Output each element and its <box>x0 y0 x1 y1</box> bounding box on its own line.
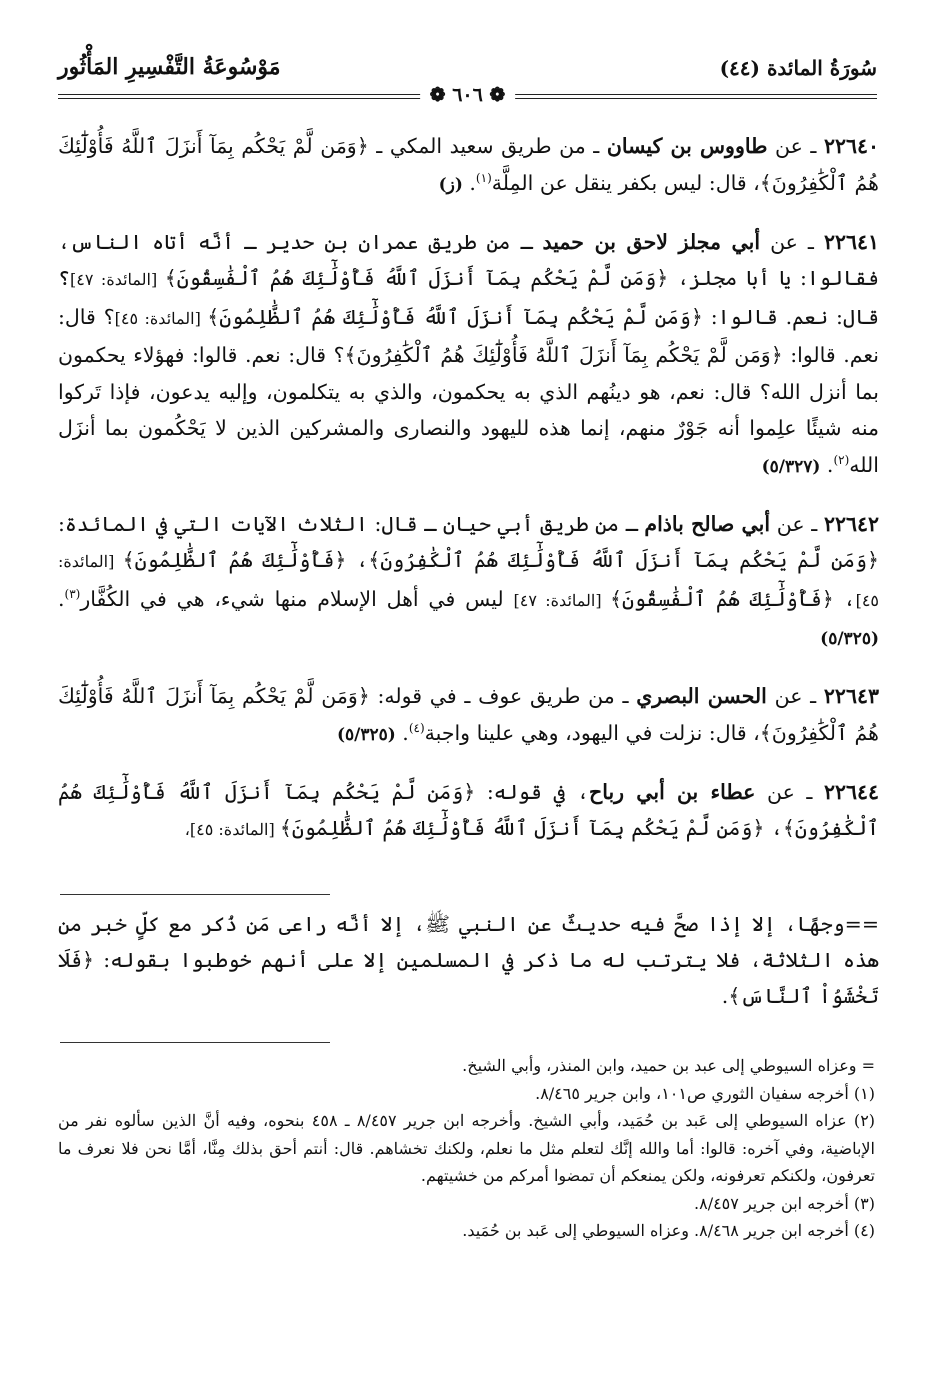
quran-quote: ﴿وَمَن لَّمْ يَحْكُم بِمَآ أَنزَلَ ٱللَّهُ فَأُوْلَٰٓئِكَ هُمُ ٱلْكَٰفِرُونَ﴾ <box>58 779 879 840</box>
narration-text: . <box>58 586 65 611</box>
footnotes <box>58 1052 875 1245</box>
quran-quote: ﴿فَلَا تَخْشَوُاْ ٱلنَّاسَ﴾ <box>58 948 879 1008</box>
quran-quote: ﴿وَمَن لَّمْ يَحْكُم بِمَآ أَنزَلَ ٱللَّهُ فَأُوْلَٰٓئِكَ هُمُ ٱلظَّٰلِمُونَ﴾ <box>207 304 703 329</box>
footnote-ref: (١) <box>475 170 492 185</box>
footnote-separator <box>60 894 330 895</box>
narration-number: ٢٢٦٤٣ <box>823 684 879 708</box>
continued-footnote <box>58 906 879 1014</box>
narration-22644 <box>58 774 879 849</box>
narration-text: ، <box>833 586 856 611</box>
footnote-1: (١) أخرجه سفيان الثوري ص١٠١، وابن جرير ٨/٤٦٥. <box>535 1083 875 1103</box>
narration-text: ـ من طريق عمران بن حدير ـ أنَّه أتاه الناس، فقالوا: يا أبا مجلز، <box>58 229 879 290</box>
narrator-name: الحسن البصري <box>636 684 767 708</box>
footnote-3: (٣) أخرجه ابن جرير ٨/٤٥٧. <box>694 1193 875 1213</box>
narration-number: ٢٢٦٤٤ <box>823 779 879 804</box>
source-ref: (٥/٣٢٥) <box>820 629 879 649</box>
narration-text: ؟ قال: نعم. قالوا: <box>58 266 879 329</box>
narration-text: ـ عن <box>766 684 824 708</box>
ornament-icon: ❁ <box>482 84 506 106</box>
narration-22641 <box>58 224 879 486</box>
narration-text: ، <box>346 548 369 572</box>
narrator-name: أبي صالح باذام <box>644 511 771 536</box>
continuation-text: وجهًا، إلا إذا صحَّ فيه حديثٌ عن النبي ﷺ، إلا أنَّه راعى مَن ذُكر مع كلٍّ خبر من هذه الثلاثة، فلا يترتب له ما ذكر في المسلمين إلا على أنهم خوطبوا بقوله: <box>58 912 879 972</box>
verse-ref: [المائدة: ٤٥]، <box>184 820 280 839</box>
quran-quote: ﴿وَمَن لَّمْ يَحْكُم بِمَآ أَنزَلَ ٱللَّهُ فَأُوْلَٰٓئِكَ هُمُ ٱلْكَٰفِرُونَ﴾ <box>58 684 879 745</box>
narration-text: ، قال: نزلت في اليهود، وهي علينا واجبة <box>424 720 760 745</box>
page-number-value: ٦٠٦ <box>452 84 483 106</box>
footnote-continued: = وعزاه السيوطي إلى عبد بن حميد، وابن المنذر، وأبي الشيخ. <box>462 1056 875 1075</box>
narration-text: ليس في أهل الإسلام منها شيء، هي في الكُفَّار <box>80 586 514 611</box>
quran-quote: ﴿وَمَن لَّمْ يَحْكُم بِمَآ أَنزَلَ ٱللَّهُ فَأُوْلَٰٓئِكَ هُمُ ٱلظَّٰلِمُونَ﴾ <box>279 816 765 840</box>
narration-text: ؟ قال: نعم. قالوا: فهؤلاء يحكمون بما أنزل الله؟ قال: نعم، هو دينُهم الذي به يحكمون، والذي به يتكلمون، وإليه يدعون، فإذا تَركوا منه شيئًا علِموا أنه جَوْرٌ منهم، إنما هذه لليهود والنصارى والمشركين الذين لا يَحْكُمون بما أنزَل الله <box>58 343 879 477</box>
quran-quote: ﴿وَمَن لَّمْ يَحْكُم بِمَآ أَنزَلَ ٱللَّهُ فَأُوْلَٰٓئِكَ هُمُ ٱلْكَٰفِرُونَ﴾ <box>368 548 879 572</box>
verse-ref: [المائدة: ٤٧] <box>70 270 165 289</box>
footnote-4: (٤) أخرجه ابن جرير ٨/٤٦٨. وعزاه السيوطي إلى عَبد بن حُمَيد. <box>462 1221 875 1240</box>
source-ref: (٥/٣٢٧) <box>761 456 821 477</box>
verse-ref: [المائدة: ٤٧] <box>513 590 610 610</box>
narration-number: ٢٢٦٤١ <box>823 229 879 254</box>
footnote-ref: (٢) <box>833 452 850 467</box>
narration-text: ـ من طريق سعيد المكي ـ <box>368 134 607 158</box>
verse-ref: [المائدة: ٤٥] <box>58 552 879 610</box>
page-number <box>420 84 516 106</box>
main-text <box>58 128 879 859</box>
narration-text: ـ من طريق عوف ـ في قوله: <box>369 684 637 708</box>
narration-22642 <box>58 506 879 658</box>
book-title: مَوْسُوعَةُ التَّفْسِيرِ المَأْثُور <box>58 54 281 80</box>
narration-text: ، في قوله: <box>475 779 589 804</box>
narration-text: ؟ قال: نعم. قالوا: <box>58 304 879 367</box>
footnote-ref: (٣) <box>64 586 81 601</box>
ornament-icon: ❁ <box>429 84 453 106</box>
narrator-name: طاووس بن كيسان <box>606 134 768 158</box>
narration-number: ٢٢٦٤٠ <box>823 134 879 158</box>
narration-22640 <box>58 128 879 203</box>
narration-text: ، <box>764 816 783 840</box>
quran-quote: ﴿وَمَن لَّمْ يَحْكُم بِمَآ أَنزَلَ ٱللَّهُ فَأُوْلَٰٓئِكَ هُمُ ٱلْكَٰفِرُونَ﴾ <box>58 134 879 195</box>
narration-text: . <box>462 170 476 195</box>
narration-text: ، قال: ليس بكفر ينقل عن المِلَّة <box>491 170 760 195</box>
verse-ref: [المائدة: ٤٥] <box>114 308 208 328</box>
narration-number: ٢٢٦٤٢ <box>823 511 879 536</box>
footnote-ref: (٤) <box>408 720 425 735</box>
narration-text: ـ عن <box>760 229 824 254</box>
narrator-name: عطاء بن أبي رباح <box>589 779 756 804</box>
narration-22643 <box>58 678 879 753</box>
narration-text: . <box>395 720 409 745</box>
page-header <box>58 50 877 110</box>
quran-quote: ﴿فَأُوْلَٰٓئِكَ هُمُ ٱلظَّٰلِمُونَ﴾ <box>122 548 347 572</box>
source-ref: (ز) <box>438 174 463 195</box>
narrator-name: أبي مجلز لاحق بن حميد <box>542 229 761 254</box>
narration-text: ـ عن <box>767 134 824 158</box>
source-ref: (٥/٣٢٥) <box>336 724 396 745</box>
footnotes-separator <box>60 1042 330 1043</box>
continuation-marker: == <box>844 912 879 936</box>
narration-text: ـ عن <box>755 779 824 804</box>
narration-text: ـ عن <box>770 511 824 536</box>
surah-title: سُورَةُ المائدة (٤٤) <box>719 56 877 80</box>
quran-quote: ﴿فَأُوْلَٰٓئِكَ هُمُ ٱلْفَٰسِقُونَ﴾ <box>609 586 834 611</box>
footnote-2: (٢) عزاه السيوطي إلى عَبد بن حُمَيد، وأبي الشيخ. وأخرجه ابن جرير ٨/٤٥٧ ـ ٤٥٨ بنحوه، وفيه أنَّ الذين سألوه نفر من الإباضية، وفي آخره: قالوا: أما والله إنَّك لتعلم مثل ما نعلم، ولكنك تخشاهم. قال: أنتم أحق بذلك مِنَّا، أمَّا نحن فلا نعرف ما تعرفون، ولكنكم تعرفونه، ولكن يمنعكم أن تمضوا أمركم من خشيتهم. <box>58 1111 876 1185</box>
narration-text: . <box>820 452 834 477</box>
narration-text: ـ من طريق أبي حيان ـ قال: الثلاث الآيات التي في المائدة: <box>58 511 645 536</box>
quran-quote: ﴿وَمَن لَّمْ يَحْكُم بِمَآ أَنزَلَ ٱللَّهُ فَأُوْلَٰٓئِكَ هُمُ ٱلْكَٰفِرُونَ﴾ <box>344 343 783 367</box>
quran-quote: ﴿وَمَن لَّمْ يَحْكُم بِمَآ أَنزَلَ ٱللَّهُ فَأُوْلَٰٓئِكَ هُمُ ٱلْفَٰسِقُونَ﴾ <box>164 266 669 290</box>
continuation-end: . <box>721 984 729 1008</box>
